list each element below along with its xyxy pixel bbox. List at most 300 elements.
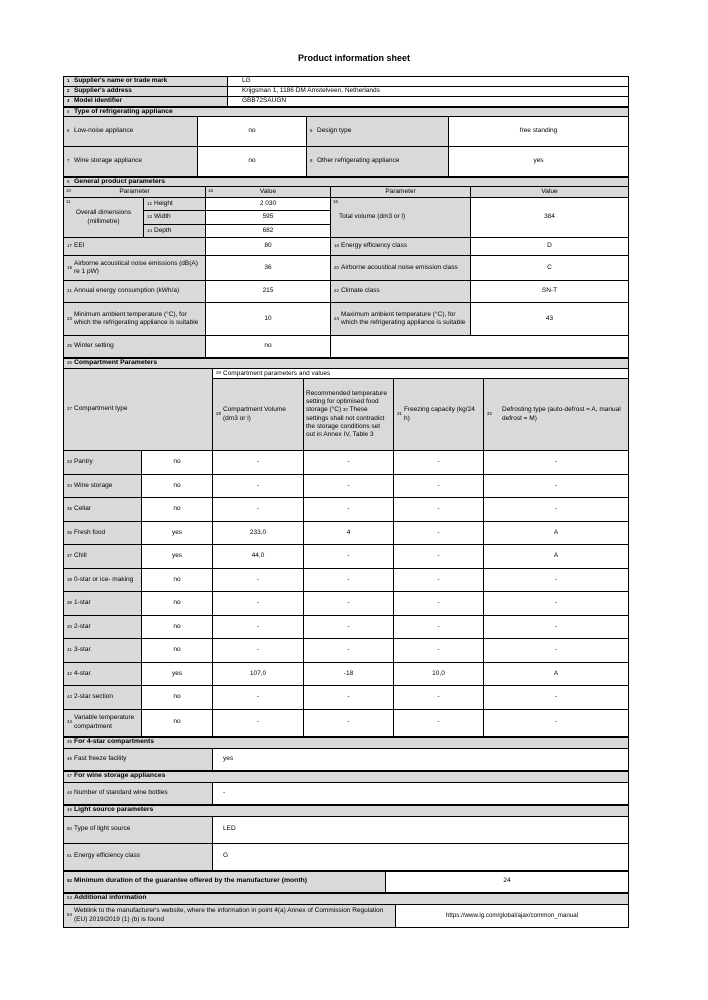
value-text: no [173,505,181,513]
value-text: - [256,575,260,583]
param-value [213,749,628,770]
section-title [64,359,628,368]
value-text: - [256,505,260,513]
compartment-volume [213,569,304,592]
value-text: - [437,481,440,489]
page-title: Product information sheet [297,53,410,63]
value-text: - [437,528,440,536]
value-text: G [223,852,229,860]
compartment-freezing [394,498,484,521]
value-text: - [223,788,226,796]
param-label [64,97,228,106]
label-text: Energy efficiency class [341,242,407,250]
param-label [144,211,206,223]
field-number: 36 [67,529,72,535]
value-text: 682 [262,226,274,234]
compartment-temperature [304,663,394,686]
compartment-temperature [304,451,394,474]
label-text: Fast freeze facility [74,754,127,762]
value-text: no [248,127,256,135]
model-identifier-row [64,97,628,107]
compartment-temperature [304,710,394,736]
section-header-general [64,177,628,187]
param-label [64,905,396,927]
label-text: Number of standard wine bottles [74,788,168,796]
param-label [64,87,228,96]
param-value [206,303,331,335]
value-text: 44,0 [251,552,265,560]
field-number: 33 [67,459,72,465]
compartment-freezing [394,639,484,662]
field-number: 20 [334,264,339,270]
param-label [64,281,206,302]
field-number: 7 [67,158,70,164]
compartment-defrost [484,522,628,545]
label-text: Wine storage appliance [74,157,142,165]
compartment-volume [213,498,304,521]
compartment-temperature [304,522,394,545]
table-row [64,147,628,177]
label-text: 4-star [74,669,91,677]
label-text: Model identifier [74,97,123,105]
section-title-text: Light source parameters [74,806,154,814]
compartment-row-2-star-section [64,686,628,710]
compartment-defrost [484,569,628,592]
field-number: 26 [67,360,72,366]
compartment-present [142,498,213,521]
param-value [471,281,628,302]
value-text: -18 [343,669,354,677]
table-row [64,117,628,147]
value-text: - [554,458,558,466]
header-text: Value [541,187,558,195]
column-header-freezing [394,379,484,450]
compartment-defrost [484,663,628,686]
header-text: Compartment type [74,405,128,413]
compartment-temperature [304,475,394,498]
header-text: Parameter [385,187,416,195]
param-label [64,844,213,870]
param-label [331,198,471,237]
field-number: 17 [67,243,72,249]
value-text: no [248,157,256,165]
value-text: 2 030 [259,200,277,208]
compartment-volume [213,639,304,662]
param-value [198,147,307,176]
guarantee-row [64,871,628,893]
value-text: no [173,458,181,466]
field-number: 46 [67,755,72,761]
header-text: Compartment Volume (dm3 or l) [223,406,286,422]
field-number: 9 [67,178,70,184]
compartment-label [64,639,142,662]
label-text: Wine storage [74,481,113,489]
param-value [228,77,628,86]
value-text: - [554,599,558,607]
section-title [64,178,628,186]
value-text: 215 [262,287,274,295]
label-text: 3-star [74,646,91,654]
field-number: 48 [67,789,72,795]
param-value [228,97,628,106]
param-label [331,281,471,302]
value-text: - [256,646,260,654]
label-text: Maximum ambient temperature (°C), for which the refrigerating appliance is suitable [341,310,466,326]
section-title-text: For wine storage appliances [74,772,166,780]
param-value [213,817,628,843]
header-text: Recommended temperature setting for optimised food storage (°C) [306,390,387,414]
field-number: 31 [397,411,402,417]
value-text: yes [171,669,183,677]
label-text: Airborne acoustical noise emissions (dB(A) re 1 pW) [74,259,198,275]
label-text: Winter setting [74,342,114,350]
field-number: 40 [67,623,72,629]
value-text: - [347,622,350,630]
header-text: Freezing capacity (kg/24 h) [404,406,475,422]
value-text: https://www.lg.com/global/ajax/common_manual [445,911,579,919]
column-header [471,187,628,197]
param-value [471,238,628,255]
column-header-compartment-type [64,369,213,450]
field-number: 5 [67,128,70,134]
compartment-row-3-star [64,639,628,663]
value-text: - [347,458,350,466]
column-header-volume [213,379,304,450]
weblink-row [64,905,628,927]
value-text: yes [223,754,234,762]
value-text: - [437,693,440,701]
field-number: 37 [67,553,72,559]
field-number: 49 [67,807,72,813]
compartment-column-headers [213,379,628,450]
param-value [213,844,628,870]
value-text: no [264,342,272,350]
table-row [64,303,628,336]
param-label [331,256,471,280]
value-text: - [347,481,350,489]
field-number: 11 [66,199,71,204]
compartment-defrost [484,616,628,639]
section-title-text: Additional information [74,894,147,902]
field-number: 14 [147,227,152,233]
field-number: 1 [67,78,70,84]
compartment-freezing [394,451,484,474]
value-text: - [437,505,440,513]
label-text: Weblink to the manufacturer's website, where the information in point 4(a) Annex of Commission Regulation (EU) 2019/2019 (1) (b) is found [74,907,384,923]
weblink-value [396,905,628,927]
column-header [206,187,331,197]
param-value [206,225,330,237]
compartment-temperature [304,686,394,709]
label-text: Chill [74,552,87,560]
param-value [206,336,331,357]
compartment-row-fresh-food [64,522,628,546]
value-text: SN-T [541,287,558,295]
value-text: 4 [346,528,351,536]
value-text: yes [533,157,544,165]
value-text: - [554,575,558,583]
compartment-volume [213,545,304,568]
field-number: 43 [67,694,72,700]
field-number: 12 [147,200,152,206]
compartment-volume [213,686,304,709]
label-text: Minimum duration of the guarantee offered by the manufacturer (month) [74,877,307,885]
value-text: C [547,263,552,271]
param-label [307,117,449,146]
value-text: - [437,458,440,466]
value-text: no [173,599,181,607]
label-text: EEI [74,242,85,250]
field-number: 54 [67,912,72,918]
compartment-label [64,592,142,615]
value-text: LED [223,825,236,833]
field-number: 42 [67,670,72,676]
field-number: 39 [67,600,72,606]
field-number: 23 [67,315,72,321]
dimension-height-row [144,198,330,211]
compartment-present [142,663,213,686]
compartment-temperature [304,545,394,568]
section-title [64,894,628,904]
compartment-defrost [484,639,628,662]
field-number: 25 [67,343,72,349]
compartment-present [142,592,213,615]
header-text: Compartment parameters and values [223,370,331,377]
field-number: 28 [216,370,221,376]
field-number: 53 [67,895,72,901]
compartment-row-variable-temperature [64,710,628,737]
param-label [307,147,449,176]
value-text: - [437,718,440,726]
param-label [64,749,213,770]
compartment-present [142,522,213,545]
value-text: - [256,481,260,489]
param-label [64,256,206,280]
value-text: - [256,718,260,726]
label-text: Low-noise appliance [74,127,134,135]
value-text: 384 [544,213,555,221]
compartment-volume [213,475,304,498]
compartment-freezing [394,545,484,568]
header-text: Parameter [119,187,150,195]
value-text: - [554,718,558,726]
column-header [331,187,471,197]
field-number: 32 [487,411,492,417]
field-number: 45 [67,739,72,745]
supplier-name-row [64,77,628,87]
compartment-defrost [484,475,628,498]
param-value [213,783,628,804]
compartment-present [142,475,213,498]
field-number: 50 [67,826,72,832]
compartment-temperature [304,592,394,615]
label-text: Width [154,213,171,221]
value-text: A [553,528,559,536]
field-number: 35 [67,506,72,512]
compartment-freezing [394,475,484,498]
value-text: - [347,718,350,726]
header-text: These settings shall not contradict the storage conditions set out in Annex IV, Table 3 [306,406,385,438]
compartment-defrost [484,686,628,709]
label-text: Type of light source [74,825,131,833]
label-text: Energy efficiency class [74,852,140,860]
param-value [228,87,628,96]
label-text: Total volume (dm3 or l) [339,213,406,221]
header-text: Value [259,187,277,195]
value-text: no [173,693,181,701]
param-label [331,303,471,335]
param-value [386,872,628,892]
param-value [206,238,331,255]
value-text: - [347,552,350,560]
table-row [64,256,628,281]
field-number: 18 [334,243,339,249]
compartment-defrost [484,545,628,568]
section-title [64,108,628,116]
compartment-volume [213,592,304,615]
field-number: 3 [67,98,70,104]
value-text: - [347,693,350,701]
label-text: Height [154,200,173,208]
field-number: 16 [333,199,338,204]
value-text: GBB72SAUGN [242,97,287,105]
section-title-text: Type of refrigerating appliance [74,108,173,115]
compartment-freezing [394,663,484,686]
compartment-volume [213,522,304,545]
field-number: 15 [208,188,213,193]
value-text: - [437,575,440,583]
compartment-present [142,710,213,736]
compartment-label [64,522,142,545]
param-value [471,198,628,237]
field-number: 41 [67,647,72,653]
value-text: - [256,599,260,607]
compartment-subheader [213,369,628,379]
compartment-temperature [304,498,394,521]
label-text: Overall dimensions (millimetre) [75,209,132,225]
dimensions-subtable [144,198,331,237]
field-number: 24 [334,315,339,321]
compartment-freezing [394,522,484,545]
compartment-header-row [64,369,628,451]
dimensions-row [64,198,628,238]
compartment-row-0-star [64,569,628,593]
section-header-compartments [64,358,628,369]
value-text: - [437,599,440,607]
column-header-defrost [484,379,628,450]
param-label [64,336,206,357]
section-title [64,738,628,748]
field-number: 52 [67,878,72,884]
param-label [64,303,206,335]
param-label [64,117,198,146]
section-title-text: Compartment Parameters [74,359,158,367]
fast-freeze-row [64,749,628,771]
column-header-row [64,187,628,198]
column-header-temperature [304,379,394,450]
compartment-defrost [484,451,628,474]
compartment-present [142,569,213,592]
value-text: A [553,552,559,560]
compartment-label [64,545,142,568]
field-number: 2 [67,88,70,94]
param-label [64,238,206,255]
label-text: Climate class [341,287,380,295]
value-text: 10 [264,314,272,322]
wine-bottles-row [64,783,628,805]
param-label [64,872,386,892]
light-efficiency-row [64,844,628,871]
value-text: 36 [264,263,272,271]
value-text: 10,0 [432,669,445,677]
param-value [206,198,330,210]
param-label [144,225,206,237]
value-text: - [554,646,558,654]
value-text: no [173,646,181,654]
param-value [471,303,628,335]
field-number: 44 [67,719,72,725]
section-header-additional [64,893,628,905]
section-title [64,806,628,816]
value-text: - [256,622,260,630]
field-number: 10 [66,188,71,193]
value-text: - [347,599,350,607]
value-text: 107,0 [249,669,267,677]
value-text: no [173,718,181,726]
value-text: LG [242,77,251,85]
compartment-volume [213,616,304,639]
param-value [198,117,307,146]
winter-setting-row [64,336,628,358]
table-row [64,281,628,303]
param-label [331,238,471,255]
param-value [206,256,331,280]
value-text: 43 [545,314,554,322]
param-label [64,147,198,176]
field-number: 19 [67,264,72,270]
value-text: - [256,693,260,701]
compartment-freezing [394,569,484,592]
column-header [64,187,206,197]
compartment-label [64,710,142,736]
label-text: 2-star section [74,693,114,701]
compartment-freezing [394,686,484,709]
label-text: Annual energy consumption (kWh/a) [74,287,180,295]
section-header-wine [64,771,628,783]
field-number: 8 [310,158,313,164]
section-title-text: For 4-star compartments [74,738,155,746]
compartment-row-wine-storage [64,475,628,499]
compartment-row-pantry [64,451,628,475]
param-value [206,281,331,302]
field-number: 30 [342,407,348,413]
compartment-volume [213,710,304,736]
section-header-four-star [64,737,628,749]
compartment-label [64,569,142,592]
value-text: no [173,575,181,583]
value-text: 233,0 [249,528,267,536]
compartment-present [142,686,213,709]
value-text: yes [171,528,183,536]
label-text: Cellar [74,505,91,513]
param-label [64,817,213,843]
compartment-label [64,686,142,709]
compartment-label [64,663,142,686]
compartment-label [64,498,142,521]
section-header-type [64,107,628,117]
dimension-width-row [144,211,330,224]
label-text: Other refrigerating appliance [317,157,400,165]
